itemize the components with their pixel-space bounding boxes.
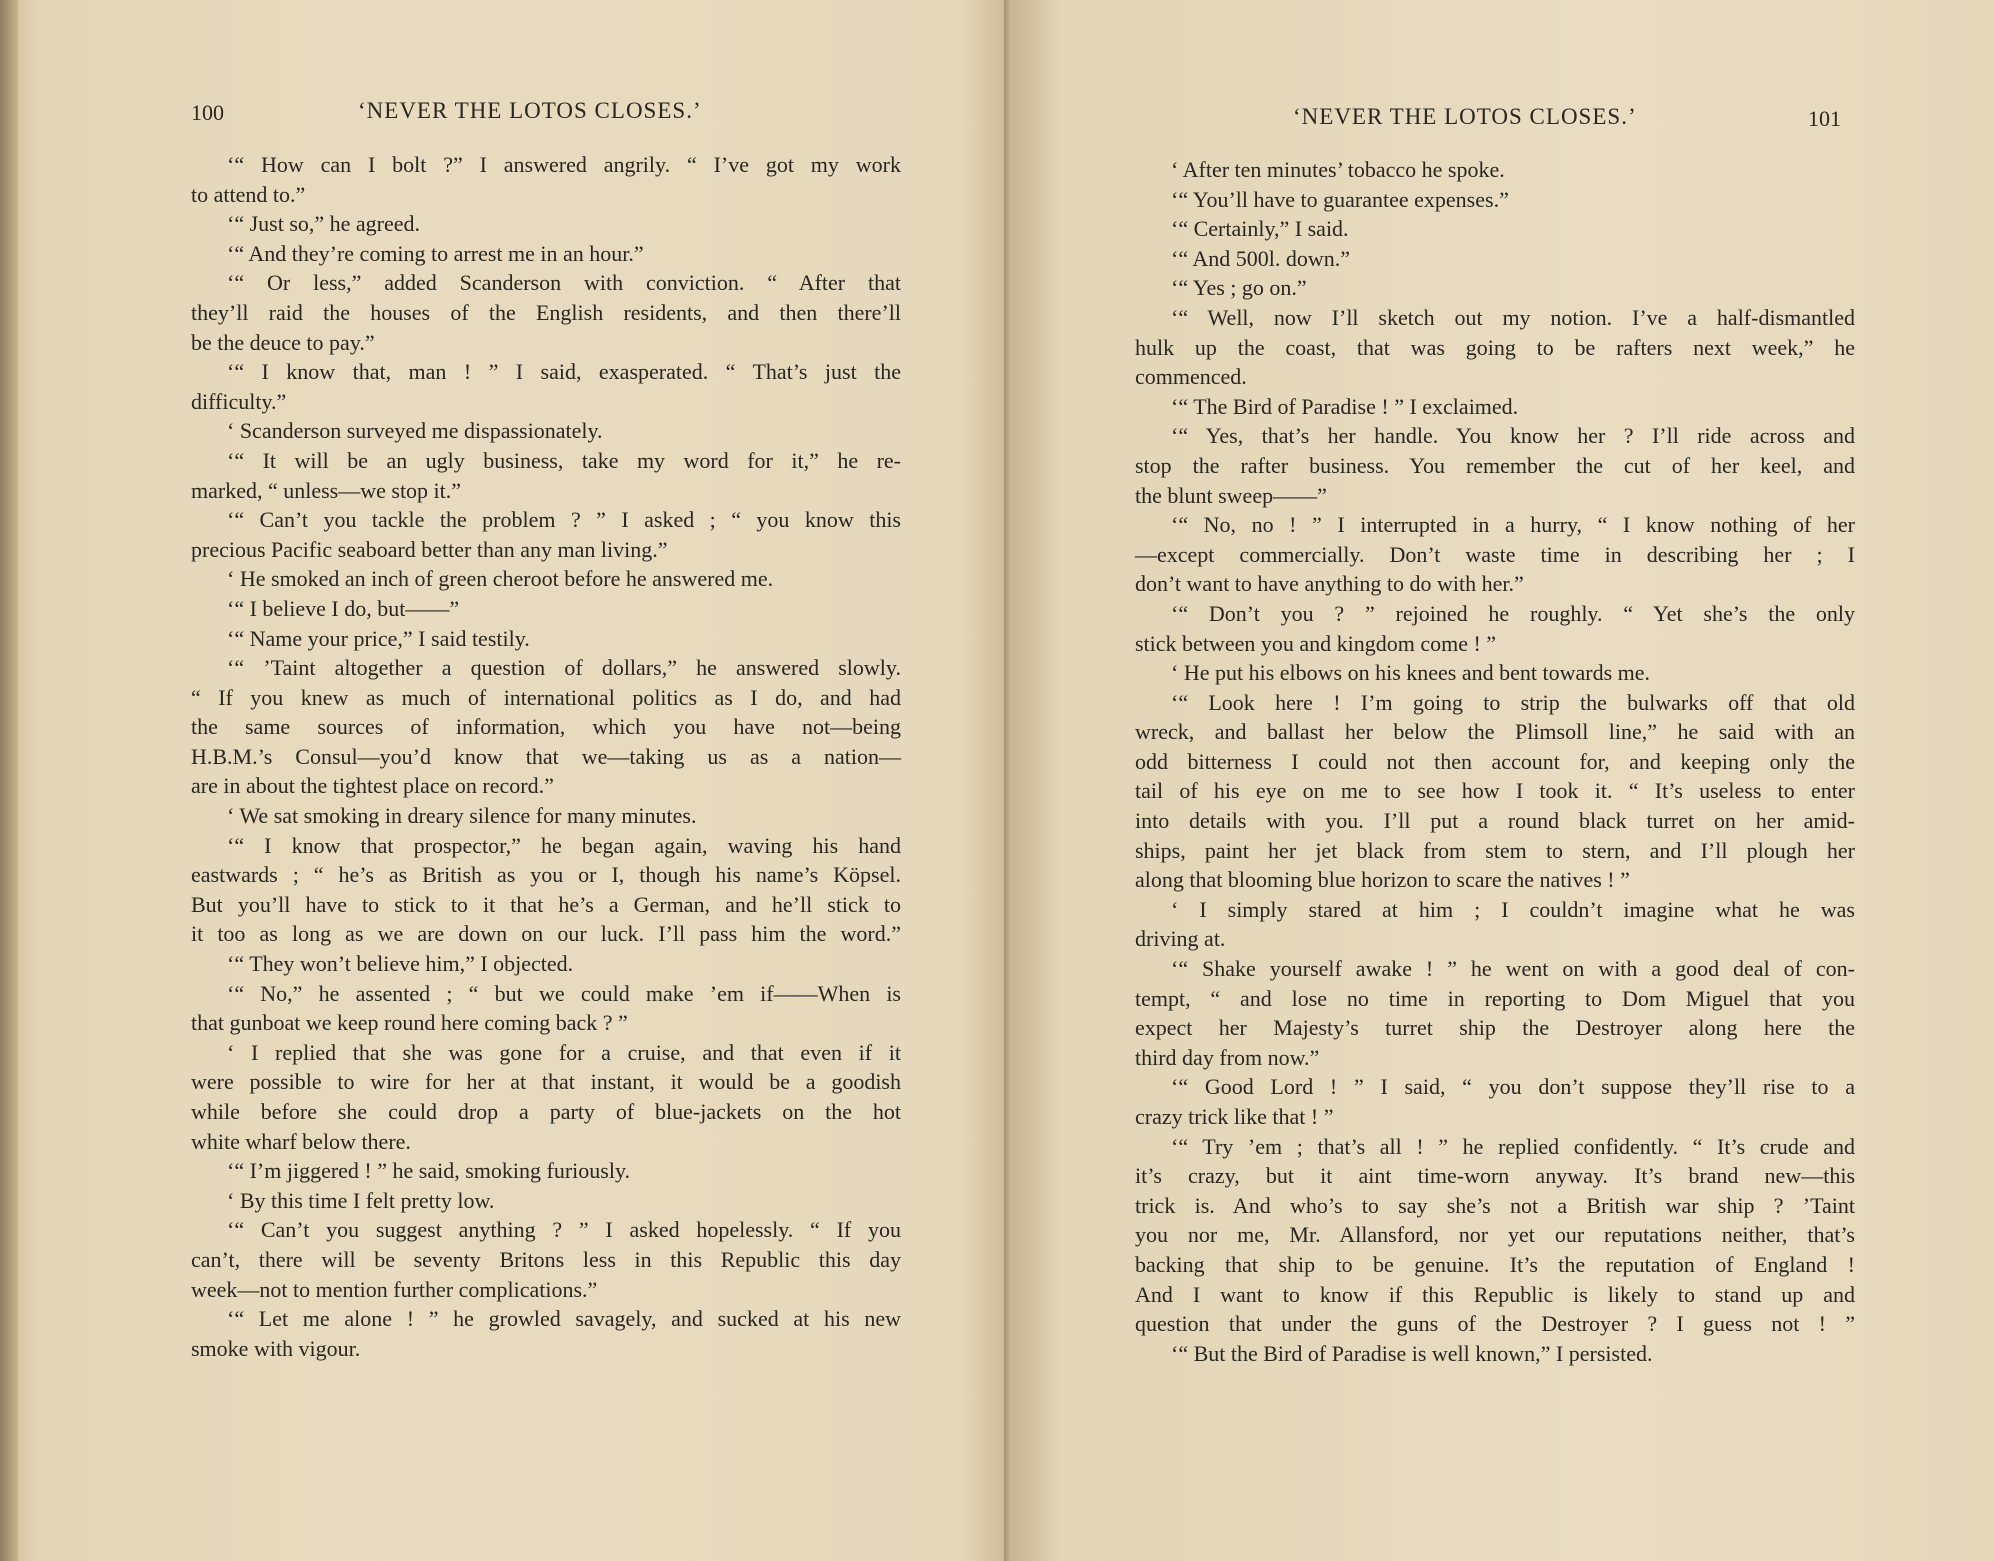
text-line: they’ll raid the houses of the English residents, and then there’ll <box>191 299 901 325</box>
text-line: ‘“ Yes, that’s her handle. You know her ? I’ll ride across and <box>1171 423 1855 449</box>
text-line: ‘ We sat smoking in dreary silence for many minutes. <box>227 803 697 829</box>
text-line: ‘“ Certainly,” I said. <box>1171 216 1349 242</box>
text-line: ‘ I replied that she was gone for a cruise, and that even if it <box>227 1039 901 1065</box>
text-line: it too as long as we are down on our luck. I’ll pass him the word.” <box>191 921 901 947</box>
text-line: precious Pacific seaboard better than any man living.” <box>191 536 668 562</box>
text-line: ‘“ Can’t you tackle the problem ? ” I asked ; “ you know this <box>227 507 901 533</box>
text-line: ‘“ And they’re coming to arrest me in an hour.” <box>227 240 644 266</box>
text-line: driving at. <box>1135 926 1226 952</box>
text-line: ships, paint her jet black from stem to stern, and I’ll plough her <box>1135 837 1855 863</box>
text-line: ‘“ Or less,” added Scanderson with conviction. “ After that <box>227 270 901 296</box>
text-line: And I want to know if this Republic is likely to stand up and <box>1135 1281 1855 1307</box>
text-line: eastwards ; “ he’s as British as you or I, though his name’s Köpsel. <box>191 862 901 888</box>
text-line: ‘“ Can’t you suggest anything ? ” I asked hopelessly. “ If you <box>227 1217 901 1243</box>
text-line: ‘“ Yes ; go on.” <box>1171 275 1307 301</box>
text-line: were possible to wire for her at that instant, it would be a goodish <box>191 1069 901 1095</box>
text-line: ‘“ ’Taint altogether a question of dollars,” he answered slowly. <box>227 655 901 681</box>
text-line: tail of his eye on me to see how I took it. “ It’s useless to enter <box>1135 778 1855 804</box>
text-line: But you’ll have to stick to it that he’s a German, and he’ll stick to <box>191 891 901 917</box>
text-line: odd bitterness I could not then account for, and keeping only the <box>1135 748 1855 774</box>
text-line: ‘“ Well, now I’ll sketch out my notion. I’ve a half-dismantled <box>1171 304 1855 330</box>
page-number: 101 <box>1808 106 1841 131</box>
text-line: it’s crazy, but it aint time-worn anyway. It’s brand new—this <box>1135 1163 1855 1189</box>
text-line: ‘“ The Bird of Paradise ! ” I exclaimed. <box>1171 393 1519 419</box>
text-line: ‘“ It will be an ugly business, take my word for it,” he re- <box>227 447 901 473</box>
text-line: while before she could drop a party of blue-jackets on the hot <box>191 1099 901 1124</box>
running-head: ‘NEVER THE LOTOS CLOSES.’ <box>358 98 702 123</box>
text-line: along that blooming blue horizon to scare the natives ! ” <box>1135 867 1630 893</box>
text-line: marked, “ unless—we stop it.” <box>191 477 462 503</box>
body-text <box>1135 155 1855 1368</box>
text-line: be the deuce to pay.” <box>191 329 375 355</box>
body-text <box>191 150 901 1363</box>
text-line: ‘“ I know that, man ! ” I said, exasperated. “ That’s just the <box>227 359 901 385</box>
text-line: the blunt sweep——” <box>1135 482 1327 508</box>
text-line: ‘ He put his elbows on his knees and bent towards me. <box>1171 660 1651 686</box>
text-line: —except commercially. Don’t waste time in describing her ; I <box>1135 541 1855 567</box>
text-line: are in about the tightest place on record.” <box>191 773 554 799</box>
text-line: that gunboat we keep round here coming back ? ” <box>191 1010 628 1036</box>
text-line: ‘ By this time I felt pretty low. <box>227 1187 495 1213</box>
text-line: trick is. And who’s to say she’s not a British war ship ? ’Taint <box>1135 1192 1855 1218</box>
text-line: wreck, and ballast her below the Plimsoll line,” he said with an <box>1135 719 1855 745</box>
text-line: ‘“ I know that prospector,” he began again, waving his hand <box>227 832 901 858</box>
text-line: into details with you. I’ll put a round black turret on her amid- <box>1135 808 1855 834</box>
text-line: ‘“ Don’t you ? ” rejoined he roughly. “ Yet she’s the only <box>1171 600 1855 626</box>
text-line: ‘“ No,” he assented ; “ but we could make ’em if——When is <box>227 980 901 1006</box>
text-line: question that under the guns of the Destroyer ? I guess not ! ” <box>1135 1311 1855 1337</box>
text-line: smoke with vigour. <box>191 1335 361 1361</box>
text-line: ‘“ Look here ! I’m going to strip the bulwarks off that old <box>1171 689 1855 715</box>
text-line: ‘“ Shake yourself awake ! ” he went on with a good deal of con- <box>1171 956 1855 982</box>
text-line: stick between you and kingdom come ! ” <box>1135 630 1497 656</box>
text-line: “ If you knew as much of international politics as I do, and had <box>191 684 901 710</box>
text-line: commenced. <box>1135 364 1247 390</box>
text-line: ‘“ How can I bolt ?” I answered angrily. “ I’ve got my work <box>227 152 901 177</box>
text-line: don’t want to have anything to do with her.” <box>1135 571 1524 597</box>
text-line: ‘ He smoked an inch of green cheroot before he answered me. <box>227 566 774 592</box>
text-line: ‘“ Try ’em ; that’s all ! ” he replied confidently. “ It’s crude and <box>1171 1133 1855 1159</box>
text-line: can’t, there will be seventy Britons less in this Republic this day <box>191 1246 901 1272</box>
text-line: ‘“ You’ll have to guarantee expenses.” <box>1171 186 1509 212</box>
text-line: difficulty.” <box>191 388 287 414</box>
text-line: ‘“ I’m jiggered ! ” he said, smoking furiously. <box>227 1158 631 1184</box>
text-line: hulk up the coast, that was going to be rafters next week,” he <box>1135 334 1855 360</box>
text-line: to attend to.” <box>191 181 306 207</box>
text-line: third day from now.” <box>1135 1044 1320 1070</box>
text-line: ‘“ And 500l. down.” <box>1171 245 1351 271</box>
running-head: ‘NEVER THE LOTOS CLOSES.’ <box>1293 104 1637 129</box>
text-line: ‘“ No, no ! ” I interrupted in a hurry, “ I know nothing of her <box>1171 512 1855 538</box>
right-page <box>1010 0 1994 1561</box>
text-line: H.B.M.’s Consul—you’d know that we—taking us as a nation— <box>191 743 901 769</box>
text-line: ‘ After ten minutes’ tobacco he spoke. <box>1171 157 1505 182</box>
text-line: ‘ Scanderson surveyed me dispassionately. <box>227 418 603 444</box>
text-line: crazy trick like that ! ” <box>1135 1104 1334 1129</box>
text-line: you nor me, Mr. Allansford, nor yet our reputations neither, that’s <box>1135 1222 1855 1248</box>
text-line: ‘ I simply stared at him ; I couldn’t imagine what he was <box>1171 896 1855 922</box>
text-line: ‘“ Let me alone ! ” he growled savagely, and sucked at his new <box>227 1306 901 1332</box>
text-line: ‘“ I believe I do, but——” <box>227 595 460 621</box>
text-line: stop the rafter business. You remember the cut of her keel, and <box>1135 452 1855 478</box>
text-line: week—not to mention further complications.” <box>191 1276 598 1302</box>
text-line: ‘“ Good Lord ! ” I said, “ you don’t suppose they’ll rise to a <box>1171 1074 1855 1100</box>
text-line: ‘“ But the Bird of Paradise is well known,” I persisted. <box>1171 1340 1653 1366</box>
text-line: ‘“ Just so,” he agreed. <box>227 211 421 237</box>
text-line: white wharf below there. <box>191 1128 411 1154</box>
text-line: expect her Majesty’s turret ship the Destroyer along here the <box>1135 1015 1855 1041</box>
page-number: 100 <box>191 100 224 125</box>
text-line: the same sources of information, which you have not—being <box>191 714 901 740</box>
text-line: ‘“ They won’t believe him,” I objected. <box>227 951 574 977</box>
text-line: backing that ship to be genuine. It’s the reputation of England ! <box>1135 1251 1855 1277</box>
text-line: ‘“ Name your price,” I said testily. <box>227 625 530 651</box>
text-line: tempt, “ and lose no time in reporting to Dom Miguel that you <box>1135 985 1855 1011</box>
